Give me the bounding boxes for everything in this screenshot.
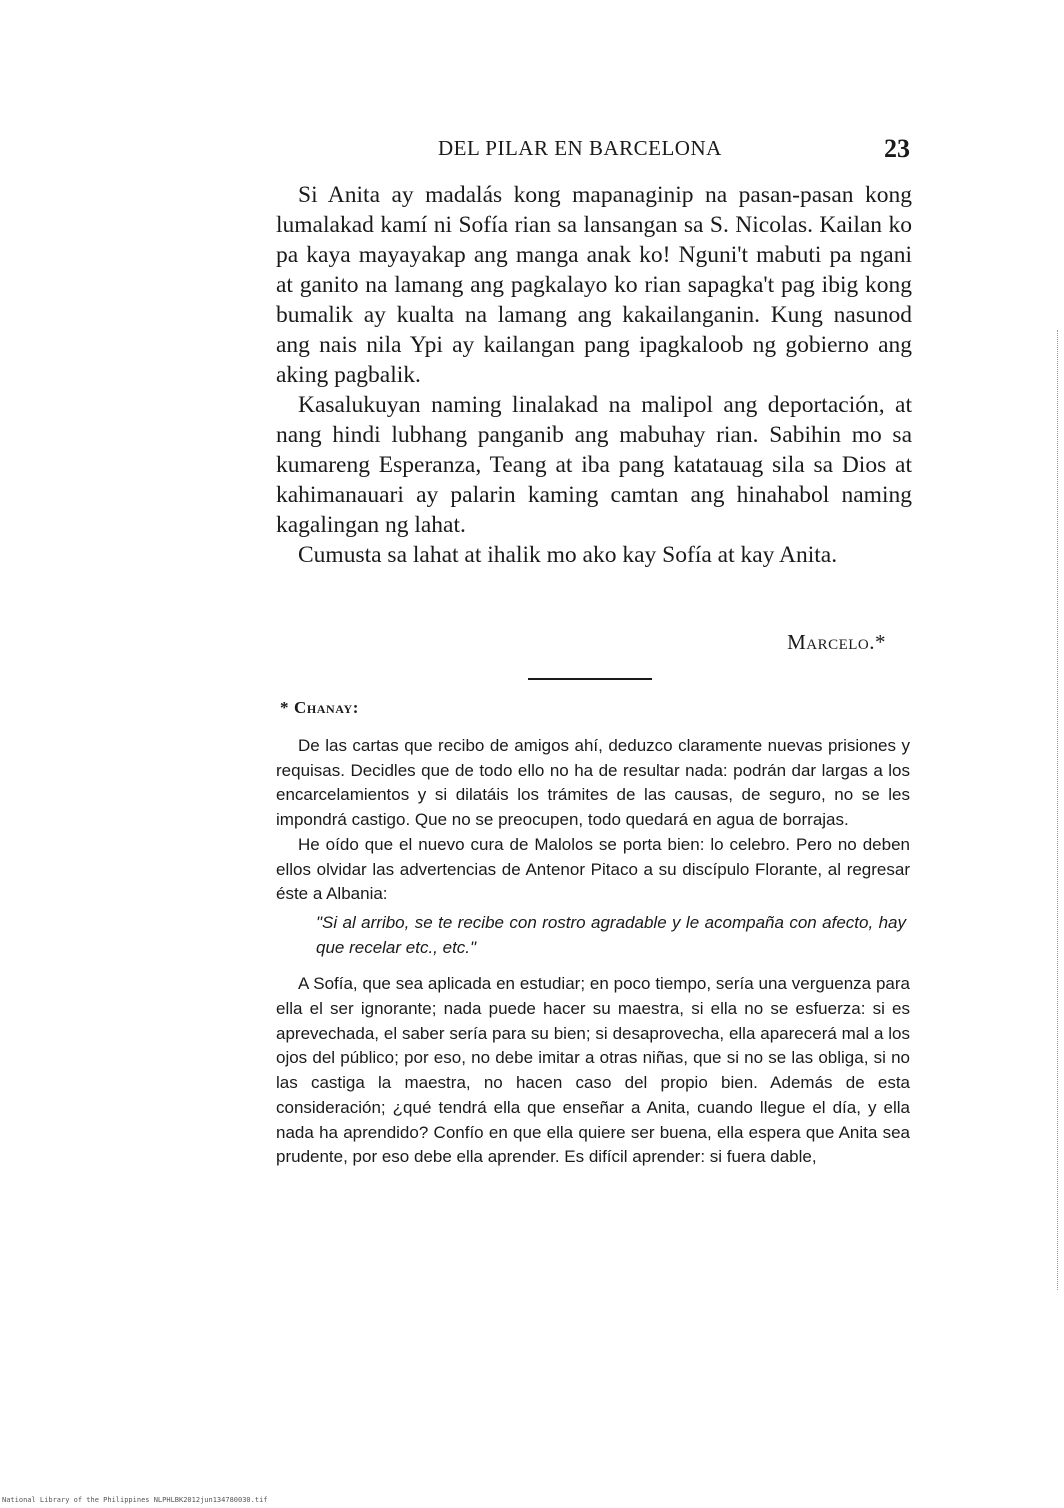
footnote-paragraph: De las cartas que recibo de amigos ahí, deduzco claramente nuevas prisiones y requisas. Decidles que de todo ello no ha de resultar nada: podrán dar largas a los encarcelamientos y si dilatáis los trámites de las causas, de seguro, no se les impondrá castigo. Que no se preocupen, todo quedará en agua de borrajas.	[276, 736, 910, 830]
body-paragraph: Kasalukuyan naming linalakad na malipol ang deportación, at nang hindi lubhang panganib ang mabuhay rian. Sabihin mo sa kumareng Esperanza, Teang at iba pang katatauag sila sa Dios at kahimanauari ay palarin kaming camtan ang hinahabol naming kagalingan ng lahat.	[276, 392, 912, 538]
scan-edge-marks	[1057, 330, 1058, 1290]
letter-signature: Marcelo.*	[787, 630, 886, 654]
footnote-paragraph: A Sofía, que sea aplicada en estudiar; en poco tiempo, sería una verguenza para ella el ser ignorante; nada puede hacer su maestra, si ella no se esfuerza: si es aprevechada, el saber sería para su bien; si desaprovecha, ella aparecerá mal a los ojos del público; por eso, no debe imitar a otras niñas, que si no se las obliga, si no las castiga la maestra, no hacen caso del propio bien. Además de esta consideración; ¿qué tendrá ella que enseñar a Anita, cuando llegue el día, y ella nada ha aprendido? Confío en que ella quiere ser buena, ella espera que Anita sea prudente, por eso debe ella aprender. Es difícil aprender: si fuera dable,	[276, 974, 910, 1167]
main-body-text	[276, 180, 912, 570]
scan-footer: National Library of the Philippines NLPHLBK2012jun134780030.tif	[2, 1496, 268, 1504]
body-paragraph: Si Anita ay madalás kong mapanaginip na pasan-pasan kong lumalakad kamí ni Sofía rian sa lansangan sa S. Nicolas. Kailan ko pa kaya mayayakap ang manga anak ko! Nguni't mabuti pa ngani at ganito na lamang ang pagkalayo ko rian sapagka't pag ibig kong bumalik ay kualta na lamang ang kakailanganin. Kung nasunod ang nais nila Ypi ay kailangan pang ipagkaloob ng gobierno ang aking pagbalik.	[276, 182, 912, 388]
footnote-paragraph: He oído que el nuevo cura de Malolos se porta bien: lo celebro. Pero no deben ellos olvidar las advertencias de Antenor Pitaco a su discípulo Florante, al regresar éste a Albania:	[276, 834, 910, 904]
footnote-text	[276, 734, 910, 1170]
footnote-quote: "Si al arribo, se te recibe con rostro agradable y le acompaña con afecto, hay que recelar etc., etc."	[316, 912, 906, 957]
running-header	[276, 136, 914, 168]
body-paragraph: Cumusta sa lahat at ihalik mo ako kay Sofía at kay Anita.	[298, 542, 838, 568]
running-title: DEL PILAR EN BARCELONA	[438, 136, 722, 160]
page-number: 23	[884, 134, 910, 163]
footnote-label: * Chanay:	[280, 698, 359, 717]
section-divider	[528, 678, 652, 680]
